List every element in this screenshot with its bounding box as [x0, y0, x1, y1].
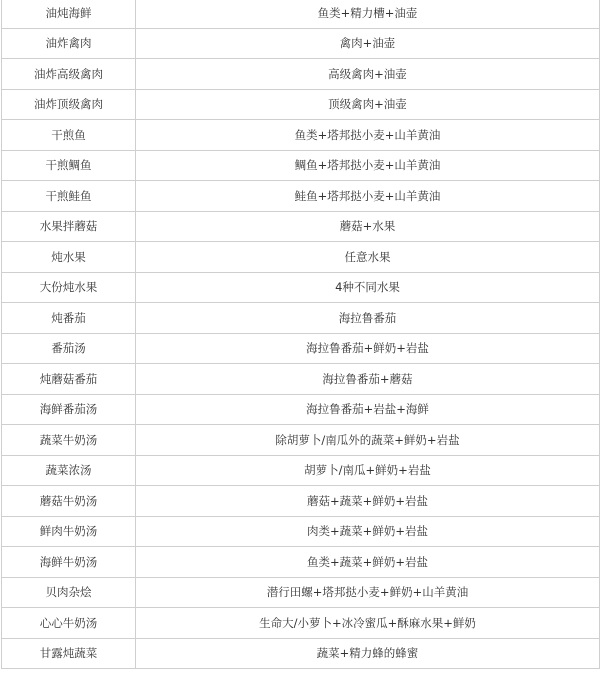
dish-name-cell: 油炖海鲜 [2, 0, 136, 28]
table-row [2, 59, 600, 90]
dish-name-cell: 干煎鲷鱼 [2, 150, 136, 181]
table-row [2, 425, 600, 456]
ingredients-cell: 禽肉+油壶 [136, 28, 600, 59]
ingredients-cell: 蔬菜+精力蜂的蜂蜜 [136, 638, 600, 669]
dish-name-cell: 蔬菜牛奶汤 [2, 425, 136, 456]
table-row [2, 516, 600, 547]
dish-name-cell: 海鲜番茄汤 [2, 394, 136, 425]
dish-name-cell: 油炸顶级禽肉 [2, 89, 136, 120]
table-row [2, 303, 600, 334]
dish-name-cell: 贝肉杂烩 [2, 577, 136, 608]
ingredients-cell: 蘑菇+蔬菜+鲜奶+岩盐 [136, 486, 600, 517]
dish-name-cell: 干煎鱼 [2, 120, 136, 151]
ingredients-cell: 海拉鲁番茄 [136, 303, 600, 334]
table-row [2, 242, 600, 273]
table-row [2, 272, 600, 303]
dish-name-cell: 炖番茄 [2, 303, 136, 334]
ingredients-cell: 鱼类+塔邦挞小麦+山羊黄油 [136, 120, 600, 151]
dish-name-cell: 鲜肉牛奶汤 [2, 516, 136, 547]
ingredients-cell: 蘑菇+水果 [136, 211, 600, 242]
ingredients-cell: 生命大/小萝卜+冰冷蜜瓜+酥麻水果+鲜奶 [136, 608, 600, 639]
ingredients-cell: 鱼类+蔬菜+鲜奶+岩盐 [136, 547, 600, 578]
ingredients-cell: 胡萝卜/南瓜+鲜奶+岩盐 [136, 455, 600, 486]
ingredients-cell: 鲑鱼+塔邦挞小麦+山羊黄油 [136, 181, 600, 212]
ingredients-cell: 顶级禽肉+油壶 [136, 89, 600, 120]
table-row [2, 394, 600, 425]
dish-name-cell: 心心牛奶汤 [2, 608, 136, 639]
table-row [2, 638, 600, 669]
ingredients-cell: 潜行田螺+塔邦挞小麦+鲜奶+山羊黄油 [136, 577, 600, 608]
table-row [2, 333, 600, 364]
table-row [2, 0, 600, 28]
table-row [2, 211, 600, 242]
recipe-table [1, 0, 600, 669]
dish-name-cell: 甘露炖蔬菜 [2, 638, 136, 669]
dish-name-cell: 番茄汤 [2, 333, 136, 364]
dish-name-cell: 炖水果 [2, 242, 136, 273]
table-row [2, 150, 600, 181]
dish-name-cell: 油炸高级禽肉 [2, 59, 136, 90]
ingredients-cell: 任意水果 [136, 242, 600, 273]
ingredients-cell: 海拉鲁番茄+岩盐+海鲜 [136, 394, 600, 425]
table-row [2, 89, 600, 120]
table-row [2, 28, 600, 59]
recipe-table-body [2, 0, 600, 669]
table-row [2, 608, 600, 639]
dish-name-cell: 水果拌蘑菇 [2, 211, 136, 242]
dish-name-cell: 蘑菇牛奶汤 [2, 486, 136, 517]
dish-name-cell: 大份炖水果 [2, 272, 136, 303]
ingredients-cell: 肉类+蔬菜+鲜奶+岩盐 [136, 516, 600, 547]
table-row [2, 547, 600, 578]
table-row [2, 181, 600, 212]
ingredients-cell: 鲷鱼+塔邦挞小麦+山羊黄油 [136, 150, 600, 181]
table-row [2, 120, 600, 151]
ingredients-cell: 海拉鲁番茄+蘑菇 [136, 364, 600, 395]
dish-name-cell: 炖蘑菇番茄 [2, 364, 136, 395]
dish-name-cell: 蔬菜浓汤 [2, 455, 136, 486]
dish-name-cell: 海鲜牛奶汤 [2, 547, 136, 578]
ingredients-cell: 除胡萝卜/南瓜外的蔬菜+鲜奶+岩盐 [136, 425, 600, 456]
table-row [2, 486, 600, 517]
ingredients-cell: 4种不同水果 [136, 272, 600, 303]
dish-name-cell: 干煎鲑鱼 [2, 181, 136, 212]
table-row [2, 364, 600, 395]
table-row [2, 455, 600, 486]
ingredients-cell: 鱼类+精力槽+油壶 [136, 0, 600, 28]
dish-name-cell: 油炸禽肉 [2, 28, 136, 59]
table-row [2, 577, 600, 608]
ingredients-cell: 高级禽肉+油壶 [136, 59, 600, 90]
ingredients-cell: 海拉鲁番茄+鲜奶+岩盐 [136, 333, 600, 364]
